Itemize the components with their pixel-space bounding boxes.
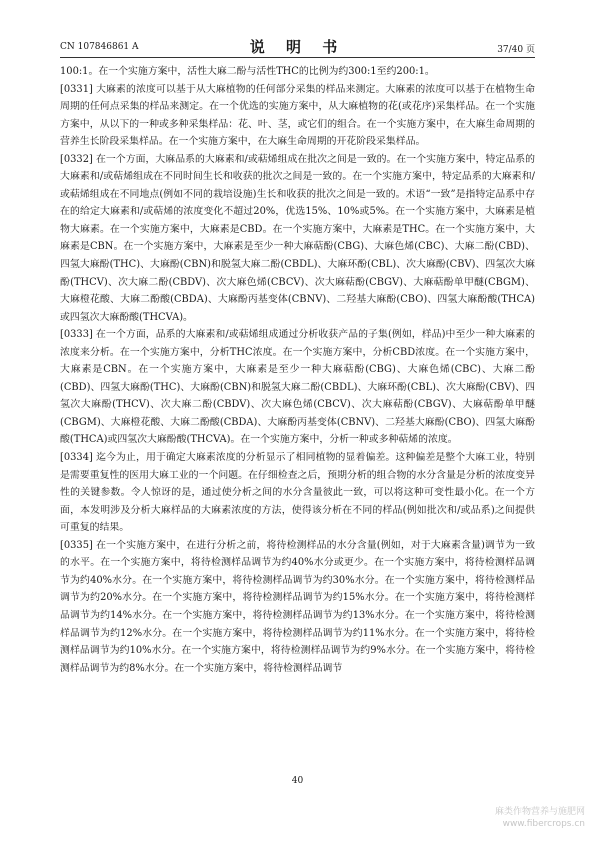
watermark-line-1: 麻类作物营养与施肥网 xyxy=(494,807,585,817)
page-number: 40 xyxy=(291,776,304,786)
paragraph-0335: [0335] 在一个实施方案中，在进行分析之前，将待检测样品的水分含量(例如，对于大麻素含量)调节为一致的水平。在一个实施方案中，将待检测样品调节为约40%水分或更少。在一个实施方案中，将待检测样品调节为约40%水分。在一个实施方案中，将待检测样品调节为约30%水分。在一个实施方案中，将待检测样品调节为约20%水分。在一个实施方案中，将待检测样品调节为约15%水分。在一个实施方案中，将待检测样品调节为约14%水分。在一个实施方案中，将待检测样品调节为约13%水分。在一个实施方案中，将待检测样品调节为约12%水分。在一个实施方案中，将待检测样品调节为约11%水分。在一个实施方案中，将待检测样品调节为约10%水分。在一个实施方案中，将待检测样品调节为约9%水分。在一个实施方案中，将待检测样品调节为约8%水分。在一个实施方案中，将待检测样品调节 xyxy=(60,539,535,674)
document-body xyxy=(60,63,535,677)
watermark-line-2: www.fibercrops.cn xyxy=(502,819,585,829)
document-title: 说 明 书 xyxy=(249,38,346,56)
paragraph-0332: [0332] 在一个方面，大麻品系的大麻素和/或萜烯组成在批次之间是一致的。在一个实施方案中，特定品系的大麻素和/或萜烯组成在不同时间生长和收获的批次之间是一致的。在一个实施方案中，特定品系的大麻素和/或萜烯组成在不同地点(例如不同的栽培设施)生长和收获的批次之间是一致的。术语“一致”是指特定品系中存在的给定大麻素和/或萜烯的浓度变化不超过20%，优选15%、10%或5%。在一个实施方案中，大麻素是植物大麻素。在一个实施方案中，大麻素是CBD。在一个实施方案中，大麻素是THC。在一个实施方案中，大麻素是CBN。在一个实施方案中，大麻素是至少一种大麻萜酚(CBG)、大麻色烯(CBC)、大麻二酚(CBD)、四氢大麻酚(THC)、大麻酚(CBN)和脱氢大麻二酚(CBDL)、大麻环酚(CBL)、次大麻酚(CBV)、四氢次大麻酚(THCV)、次大麻二酚(CBDV)、次大麻色烯(CBCV)、次大麻萜酚(CBGV)、大麻萜酚单甲醚(CBGM)、大麻橙花酸、大麻二酚酸(CBDA)、大麻酚丙基变体(CBNV)、二羟基大麻酚(CBO)、四氢大麻酚酸(THCA)或四氢次大麻酚酸(THCVA)。 xyxy=(60,153,535,323)
header-rule xyxy=(60,57,535,58)
page-header xyxy=(60,36,535,56)
paragraph-0333: [0333] 在一个方面，品系的大麻素和/或萜烯组成通过分析收获产品的子集(例如，样品)中至少一种大麻素的浓度来分析。在一个实施方案中，分析THC浓度。在一个实施方案中，分析CBD浓度。在一个实施方案中，大麻素是CBN。在一个实施方案中，大麻素是至少一种大麻萜酚(CBG)、大麻色烯(CBC)、大麻二酚(CBD)、四氢大麻酚(THC)、大麻酚(CBN)和脱氢大麻二酚(CBDL)、大麻环酚(CBL)、次大麻酚(CBV)、四氢次大麻酚(THCV)、次大麻二酚(CBDV)、次大麻色烯(CBCV)、次大麻萜酚(CBGV)、大麻萜酚单甲醚(CBGM)、大麻橙花酸、大麻二酚酸(CBDA)、大麻酚丙基变体(CBNV)、二羟基大麻酚(CBO)、四氢大麻酚酸(THCA)或四氢次大麻酚酸(THCVA)。在一个实施方案中，分析一种或多种萜烯的浓度。 xyxy=(60,329,535,446)
watermark xyxy=(495,806,585,830)
paragraph-0331: [0331] 大麻素的浓度可以基于从大麻植物的任何部分采集的样品来测定。大麻素的浓度可以基于在植物生命周期的任何点采集的样品来测定。在一个优选的实施方案中，从大麻植物的花(或花序)采集样品。在一个实施方案中，从以下的一种或多种采集样品：花、叶、茎，或它们的组合。在一个实施方案中，在大麻生命周期的营养生长阶段采集样品。在一个实施方案中，在大麻生命周期的开花阶段采集样品。 xyxy=(60,83,535,148)
paragraph-0334: [0334] 迄今为止，用于确定大麻素浓度的分析显示了相同植物的显着偏差。这种偏差是整个大麻工业，特别是需要重复性的医用大麻工业的一个问题。在仔细检查之后，预期分析的组合物的水分含量是分析的浓度变异性的关键参数。令人惊讶的是，通过使分析之间的水分含量彼此一致，可以将这种可变性最小化。在一个方面，本发明涉及分析大麻样品的大麻素浓度的方法，使得该分析在不同的样品(例如批次和/或品系)之间提供可重复的结果。 xyxy=(60,452,535,534)
publication-number: CN 107846861 A xyxy=(60,42,139,52)
page-info: 37/40 页 xyxy=(497,45,535,55)
paragraph-continued: 100:1。在一个实施方案中，活性大麻二酚与活性THC的比例为约300:1至约200:1。 xyxy=(60,66,435,77)
